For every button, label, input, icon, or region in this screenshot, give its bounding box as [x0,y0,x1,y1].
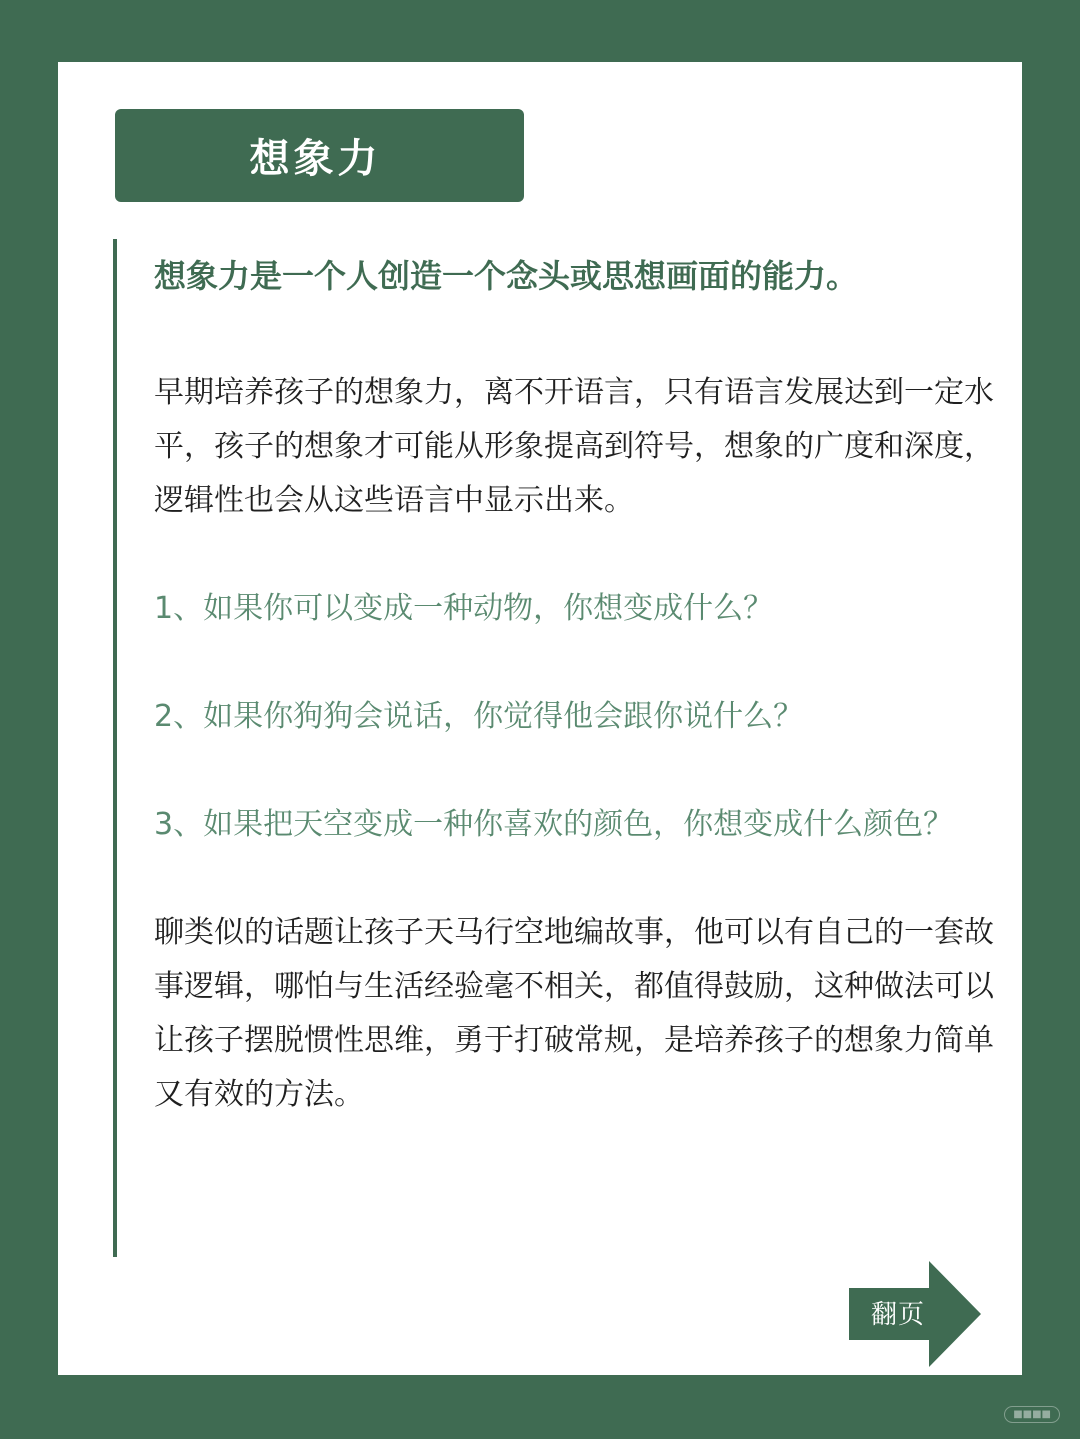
next-page-label: 翻页 [871,1300,926,1330]
article-body [154,250,994,1122]
content-card [58,62,1022,1375]
title-banner [115,109,524,202]
outro-paragraph: 聊类似的话题让孩子天马行空地编故事，他可以有自己的一套故事逻辑，哪怕与生活经验毫不相关，都值得鼓励，这种做法可以让孩子摆脱惯性思维，勇于打破常规，是培养孩子的想象力简单又有效的方法。 [154,915,994,1112]
side-rule [113,239,117,1257]
lead-sentence: 想象力是一个人创造一个念头或思想画面的能力。 [154,257,859,295]
page-title: 想象力 [249,136,382,182]
watermark-logo: ■■■■ [1004,1406,1060,1423]
next-page-button[interactable] [849,1261,981,1367]
question-1: 1、如果你可以变成一种动物，你想变成什么？ [154,591,774,626]
question-3: 3、如果把天空变成一种你喜欢的颜色，你想变成什么颜色？ [154,807,954,842]
intro-paragraph: 早期培养孩子的想象力，离不开语言，只有语言发展达到一定水平，孩子的想象才可能从形象提高到符号，想象的广度和深度，逻辑性也会从这些语言中显示出来。 [154,375,994,518]
question-2: 2、如果你狗狗会说话，你觉得他会跟你说什么？ [154,699,804,734]
